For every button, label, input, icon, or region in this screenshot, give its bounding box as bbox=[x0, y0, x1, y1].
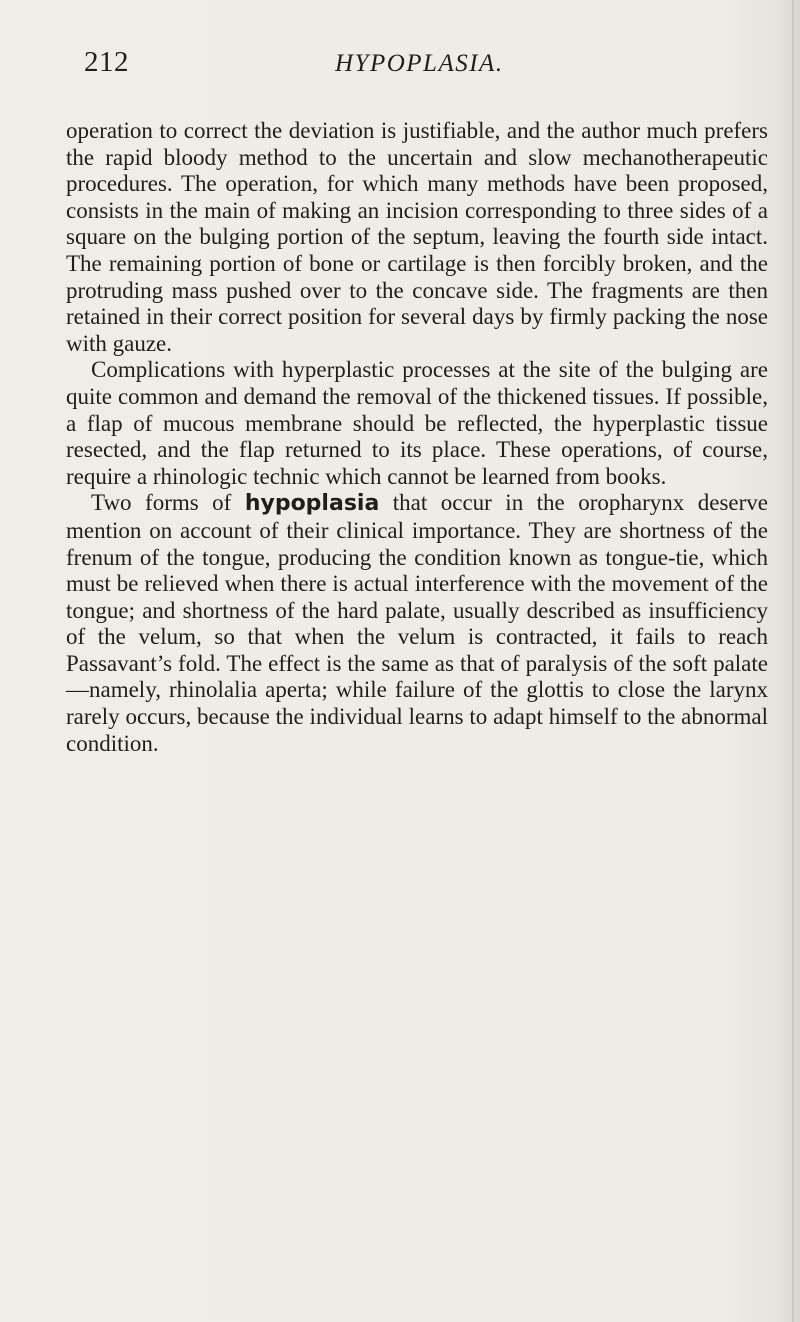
term-hypoplasia: hypoplasia bbox=[244, 491, 380, 517]
paragraph-hypoplasia-rest: that occur in the oropharynx deserve mention on account of their clinical importance. They are shortness of the frenum of the tongue, producing the condition known as tongue-tie, which must be relieved when there is actual interference with the movement of the tongue; and shortness of the hard palate, usually described as insufficiency of the velum, so that when the velum is contracted, it fails to reach Passavant’s fold. The effect is the same as that of paralysis of the soft palate—namely, rhinolalia aperta; while failure of the glottis to close the larynx rarely occurs, because the individual learns to adapt himself to the abnormal condition. bbox=[66, 490, 768, 756]
paragraph-complications: Complications with hyperplastic processes at the site of the bulging are quite common and demand the removal of the thickened tissues. If possible, a flap of mucous membrane should be reflected, the hyperplastic tissue resected, and the flap returned to its place. These operations, of course, require a rhinologic technic which cannot be learned from books. bbox=[66, 357, 768, 489]
page-edge-shadow bbox=[792, 0, 794, 1322]
paragraph-hypoplasia-lead: Two forms of bbox=[91, 490, 245, 516]
paragraph-hypoplasia-forms bbox=[66, 490, 768, 757]
running-head: HYPOPLASIA. bbox=[335, 50, 504, 77]
page-header bbox=[0, 44, 800, 84]
page-number: 212 bbox=[84, 46, 129, 78]
paragraph-septum-operation: operation to correct the deviation is justifiable, and the author much prefers the rapid bloody method to the uncertain and slow mechanotherapeutic procedures. The operation, for which many methods have been proposed, consists in the main of making an incision corresponding to three sides of a square on the bulging portion of the septum, leaving the fourth side intact. The remaining portion of bone or cartilage is then forcibly broken, and the protruding mass pushed over to the concave side. The fragments are then retained in their correct position for several days by firmly packing the nose with gauze. bbox=[66, 118, 768, 356]
body-text bbox=[66, 118, 768, 757]
